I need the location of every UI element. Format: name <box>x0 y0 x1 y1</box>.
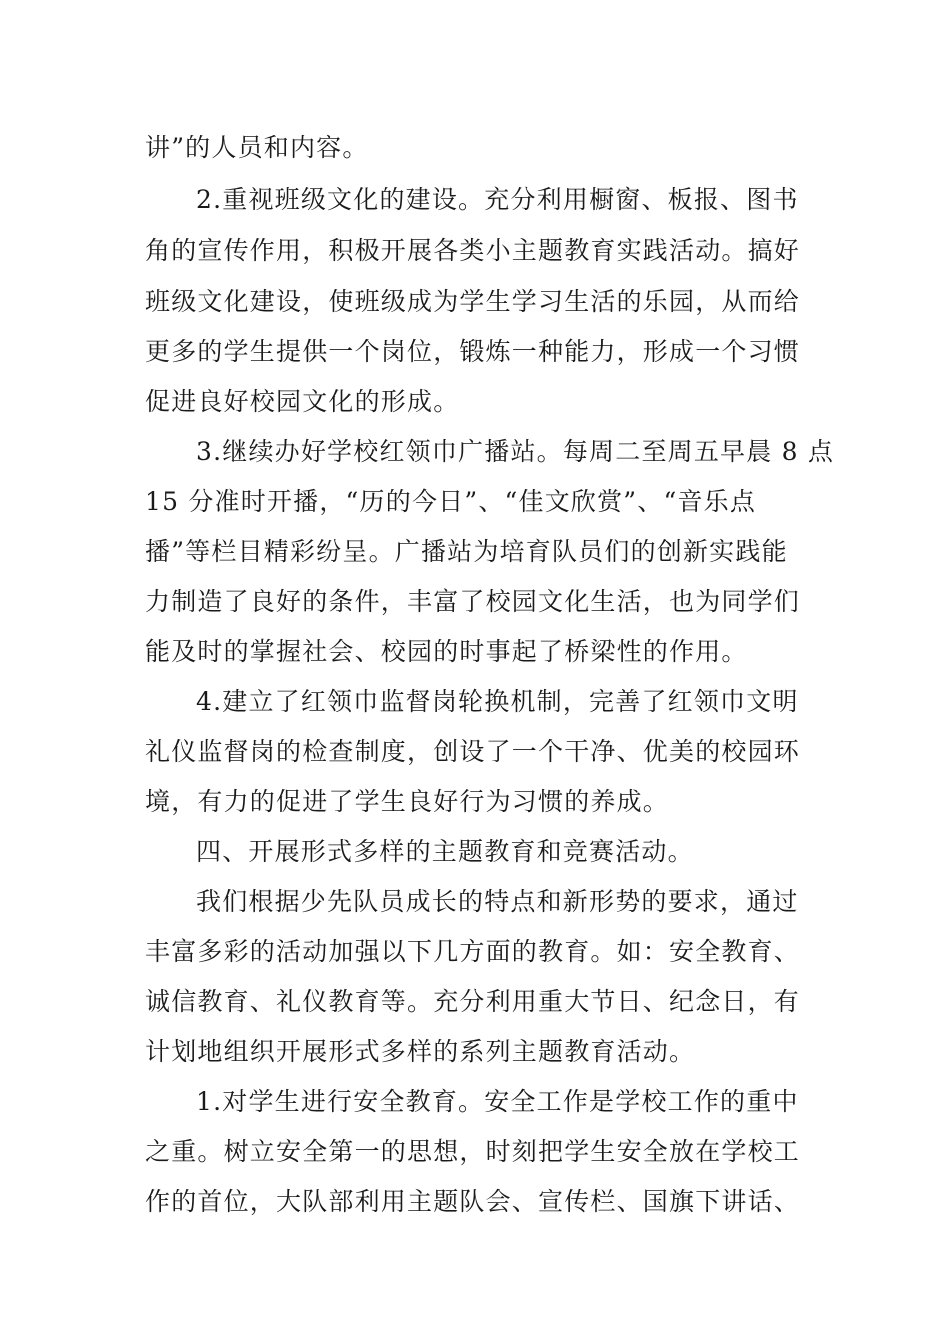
text-line: 境，有力的促进了学生良好行为习惯的养成。 <box>145 787 670 816</box>
text-line: 作的首位，大队部利用主题队会、宣传栏、国旗下讲话、 <box>145 1187 801 1216</box>
text-line: 1.对学生进行安全教育。安全工作是学校工作的重中 <box>196 1087 799 1116</box>
text-line: 班级文化建设，使班级成为学生学习生活的乐园，从而给 <box>145 287 801 316</box>
text-line: 2.重视班级文化的建设。充分利用橱窗、板报、图书 <box>196 185 799 214</box>
text-line: 计划地组织开展形式多样的系列主题教育活动。 <box>145 1037 696 1066</box>
text-line: 更多的学生提供一个岗位，锻炼一种能力，形成一个习惯 <box>145 337 801 366</box>
text-line: 力制造了良好的条件，丰富了校园文化生活，也为同学们 <box>145 587 801 616</box>
section-heading: 四、开展形式多样的主题教育和竞赛活动。 <box>196 837 694 866</box>
text-line: 4.建立了红领巾监督岗轮换机制，完善了红领巾文明 <box>196 687 799 716</box>
text-line: 礼仪监督岗的检查制度，创设了一个干净、优美的校园环 <box>145 737 801 766</box>
text-line: 我们根据少先队员成长的特点和新形势的要求，通过 <box>196 887 799 916</box>
text-line: 能及时的掌握社会、校园的时事起了桥梁性的作用。 <box>145 637 748 666</box>
text-line: 3.继续办好学校红领巾广播站。每周二至周五早晨 8 点 <box>196 437 835 466</box>
text-line: 角的宣传作用，积极开展各类小主题教育实践活动。搞好 <box>145 236 801 265</box>
text-line: 诚信教育、礼仪教育等。充分利用重大节日、纪念日，有 <box>145 987 801 1016</box>
text-line: 15 分准时开播，“历的今日”、“佳文欣赏”、“音乐点 <box>145 487 757 516</box>
text-line: 讲”的人员和内容。 <box>145 133 369 162</box>
text-line: 丰富多彩的活动加强以下几方面的教育。如：安全教育、 <box>145 937 801 966</box>
text-line: 播”等栏目精彩纷呈。广播站为培育队员们的创新实践能 <box>145 537 788 566</box>
text-line: 促进良好校园文化的形成。 <box>145 387 460 416</box>
text-line: 之重。树立安全第一的思想，时刻把学生安全放在学校工 <box>145 1137 801 1166</box>
